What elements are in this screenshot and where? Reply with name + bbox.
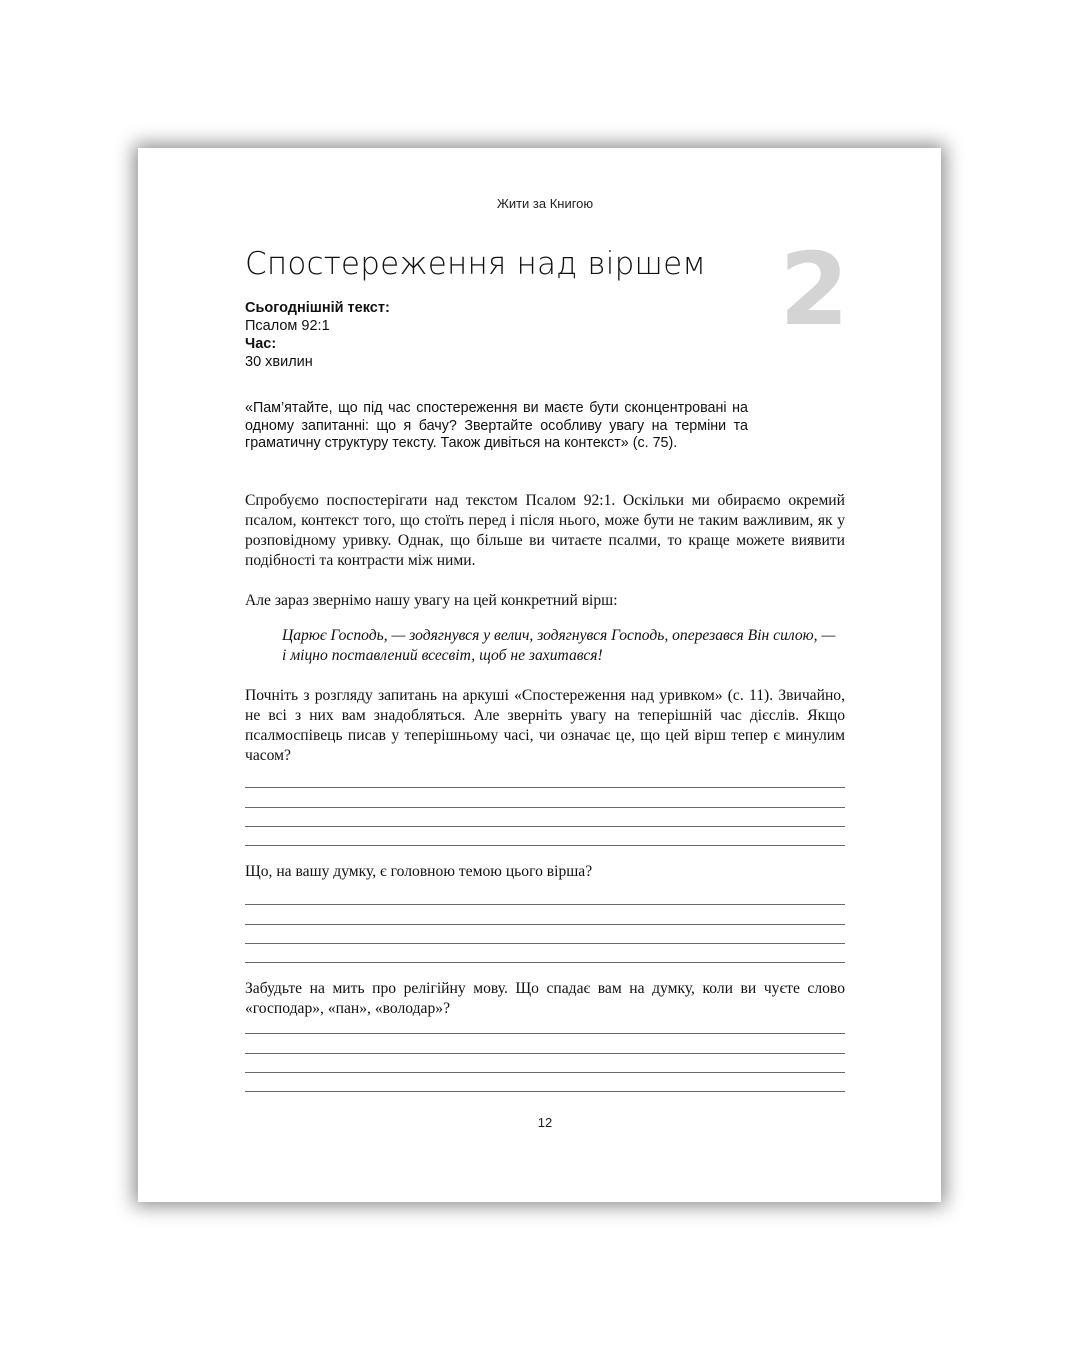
answer-line[interactable] — [245, 827, 845, 846]
answer-lines-3[interactable] — [245, 1015, 845, 1092]
question-1: Почніть з розгляду запитань на аркуші «Спостереження над уривком» (с. 11). Звичайно, не всі з них вам знадобляться. Але зверніть увагу на теперішній час дієслів. Якщо псалмоспівець писав у теперішньому часі, чи означає це, що цей вірш тепер є минулим часом? — [245, 687, 845, 764]
answer-line[interactable] — [245, 925, 845, 944]
answer-line[interactable] — [245, 769, 845, 788]
question-3: Забудьте на мить про релігійну мову. Що спадає вам на думку, коли ви чуєте слово «господар», «пан», «володар»? — [245, 980, 845, 1017]
verse-quote: Царює Господь, — зодягнувся у велич, зодягнувся Господь, оперезався Він силою, — і міцно поставлений всесвіт, щоб не захитався! — [282, 627, 836, 664]
session-number: 2 — [779, 231, 849, 348]
session-meta — [245, 299, 390, 371]
answer-line[interactable] — [245, 1054, 845, 1073]
page-title: Спостереження над віршем — [245, 246, 706, 282]
focus-paragraph: Але зараз звернімо нашу увагу на цей конкретний вірш: — [245, 592, 618, 609]
intro-paragraph: Спробуємо поспостерігати над текстом Псалом 92:1. Оскільки ми обираємо окремий псалом, контекст того, що стоїть перед і після нього, може бути не таким важливим, як у розповідному уривку. Однак, що більше ви читаєте псалми, то краще можете виявити подібності та контрасти між ними. — [245, 492, 845, 569]
answer-line[interactable] — [245, 1073, 845, 1092]
answer-line[interactable] — [245, 886, 845, 905]
time-value: 30 хвилин — [245, 354, 313, 370]
answer-line[interactable] — [245, 1015, 845, 1034]
text-value: Псалом 92:1 — [245, 318, 330, 334]
book-quote: «Пам’ятайте, що під час спостереження ви маєте бути сконцентровані на одному запитанні: що я бачу? Звертайте особливу увагу на терміни та граматичну структуру тексту. Також дивіться на контекст» (с. 75). — [245, 400, 748, 452]
running-head: Жити за Книгою — [496, 196, 594, 211]
text-label: Сьогоднішній текст: — [245, 300, 390, 316]
answer-line[interactable] — [245, 905, 845, 924]
answer-line[interactable] — [245, 788, 845, 807]
answer-line[interactable] — [245, 944, 845, 963]
time-label: Час: — [245, 336, 277, 352]
question-2: Що, на вашу думку, є головною темою цього вірша? — [245, 863, 593, 880]
answer-line[interactable] — [245, 1034, 845, 1053]
answer-line[interactable] — [245, 808, 845, 827]
book-page — [138, 148, 941, 1202]
page-number: 12 — [537, 1115, 553, 1130]
answer-lines-1[interactable] — [245, 769, 845, 846]
answer-lines-2[interactable] — [245, 886, 845, 963]
